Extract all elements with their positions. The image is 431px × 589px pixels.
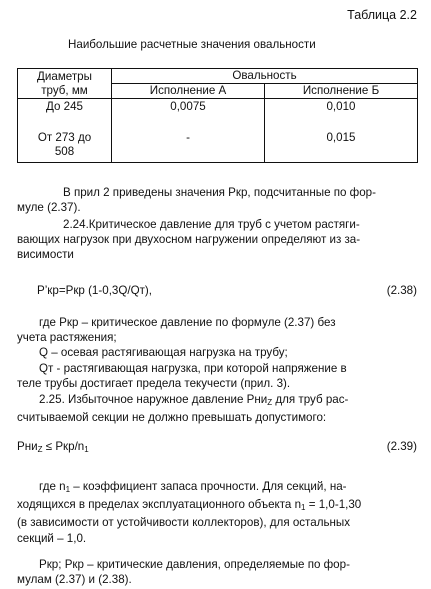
table-number: Таблица 2.2 [347, 8, 417, 22]
text-line: (в зависимости от устойчивости коллекторов), для остальных [17, 516, 351, 530]
table-row [18, 131, 418, 163]
header-diameters [18, 69, 112, 99]
cell-diameter-text: От 273 до [37, 130, 92, 144]
text-line: ходящихся в пределах эксплуатационного объекта $n_1 = 1,0-1,30$ [17, 498, 362, 513]
paragraph-safety-factor [17, 479, 417, 546]
cell-variant-a: - [112, 131, 265, 163]
text-line: считываемой секции не должно превышать допустимого: [17, 411, 327, 425]
cell-diameter [18, 131, 112, 163]
cell-diameter [18, 99, 112, 131]
text-line: мулам (2.37) и (2.38). [17, 573, 132, 587]
text-line: висимости [17, 248, 74, 262]
text-line: секций – 1,0. [17, 531, 87, 545]
paragraph-pressures [17, 557, 417, 587]
text-line: муле (2.37). [17, 201, 81, 215]
cell-diameter-text-2: 508 [54, 144, 75, 158]
equation-number-2-38: (2.38) [386, 284, 417, 297]
paragraph-2-24 [17, 217, 417, 263]
text-line: где Ркр – критическое давление по формуле (2.37) без [39, 316, 336, 329]
table-row [18, 99, 418, 131]
text-line: 2.24.Критическое давление для труб с учетом растяги- [63, 218, 360, 231]
cell-diameter-text: До 245 [46, 100, 83, 113]
text-line: вающих нагрузок при двухосном нагружении определяют из за- [17, 233, 361, 247]
header-variant-a: Исполнение А [112, 84, 265, 99]
header-diameters-line2: труб, мм [41, 84, 88, 97]
header-diameters-line1: Диаметры [37, 70, 92, 83]
text-line: учета растяжения; [17, 331, 117, 345]
cell-variant-b: 0,010 [265, 99, 418, 131]
equation-number-2-39: (2.39) [386, 440, 417, 453]
header-variant-b: Исполнение Б [265, 84, 418, 99]
table-title: Наибольшие расчетные значения овальности [68, 38, 316, 51]
text-line: где $n_1$ – коэффициент запаса прочности. Для секций, на- [39, 480, 347, 494]
ovality-table [17, 68, 418, 163]
text-line: Q – осевая растягивающая нагрузка на трубу; [39, 346, 288, 360]
equation-2-38: Р’кр=Ркр (1-0,3Q/Qт), [37, 284, 153, 297]
text-line: В прил 2 приведены значения Ркр, подсчитанные по фор- [63, 186, 376, 199]
text-line: теле трубы достигает предела текучести (прил. 3). [17, 376, 291, 390]
paragraph-prilozhenie [17, 185, 417, 215]
header-ovality: Овальность [112, 69, 418, 84]
cell-variant-b: 0,015 [265, 131, 418, 163]
text-line: 2.25. Избыточное наружное давление Рни$_Z$ для труб рас- [39, 393, 349, 407]
cell-variant-a: 0,0075 [112, 99, 265, 131]
equation-2-39: Рни$_Z$ ≤ Ркр/$n_1$ [17, 440, 89, 454]
text-line: Qт - растягивающая нагрузка, при которой напряжение в [39, 361, 347, 375]
paragraph-2-25 [17, 392, 417, 425]
paragraph-where-1 [17, 315, 417, 391]
text-line: Ркр; Ркр – критические давления, определяемые по фор- [39, 558, 350, 571]
